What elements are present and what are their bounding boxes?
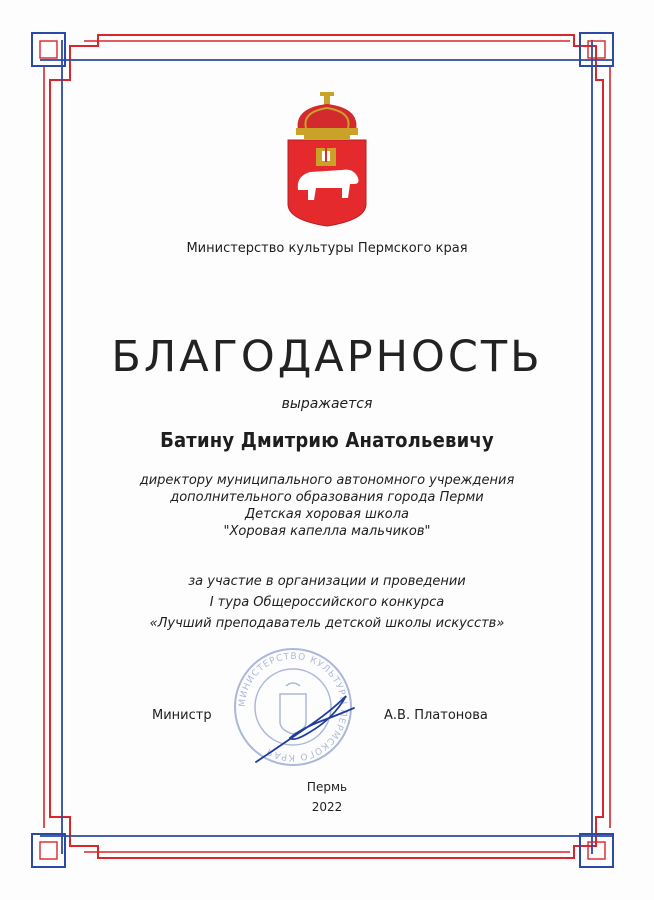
recipient-name: Батину Дмитрию Анатольевичу (160, 428, 494, 452)
position-line: дополнительного образования города Перми (170, 490, 484, 505)
reason-line: за участие в организации и проведении (188, 574, 466, 589)
signatory-role: Министр (152, 708, 212, 723)
stamp-ring-text: МИНИСТЕРСТВО КУЛЬТУРЫ ПЕРМСКОГО КРАЯ (237, 651, 349, 763)
position-line: Детская хоровая школа (244, 507, 410, 522)
signatory-name: А.В. Платонова (384, 708, 488, 723)
position-block (0, 472, 654, 540)
reason-block (0, 571, 654, 634)
ministry-name: Министерство культуры Пермского края (186, 241, 468, 256)
position-line: "Хоровая капелла мальчиков" (223, 524, 431, 539)
crown-icon (296, 92, 358, 139)
year: 2022 (311, 800, 343, 814)
expressed-line: выражается (281, 396, 373, 412)
handwritten-signature-icon (250, 688, 360, 768)
position-line: директору муниципального автономного учреждения (139, 473, 515, 488)
perm-krai-coat-of-arms-icon (276, 92, 378, 232)
reason-line: «Лучший преподаватель детской школы искусств» (149, 616, 505, 631)
corner-square-top-left (32, 33, 65, 66)
corner-square-bottom-left (32, 834, 65, 867)
reason-line: I тура Общероссийского конкурса (209, 595, 445, 610)
document-title: БЛАГОДАРНОСТЬ (111, 332, 543, 382)
place: Пермь (306, 780, 348, 794)
gospel-book-icon (316, 148, 336, 166)
